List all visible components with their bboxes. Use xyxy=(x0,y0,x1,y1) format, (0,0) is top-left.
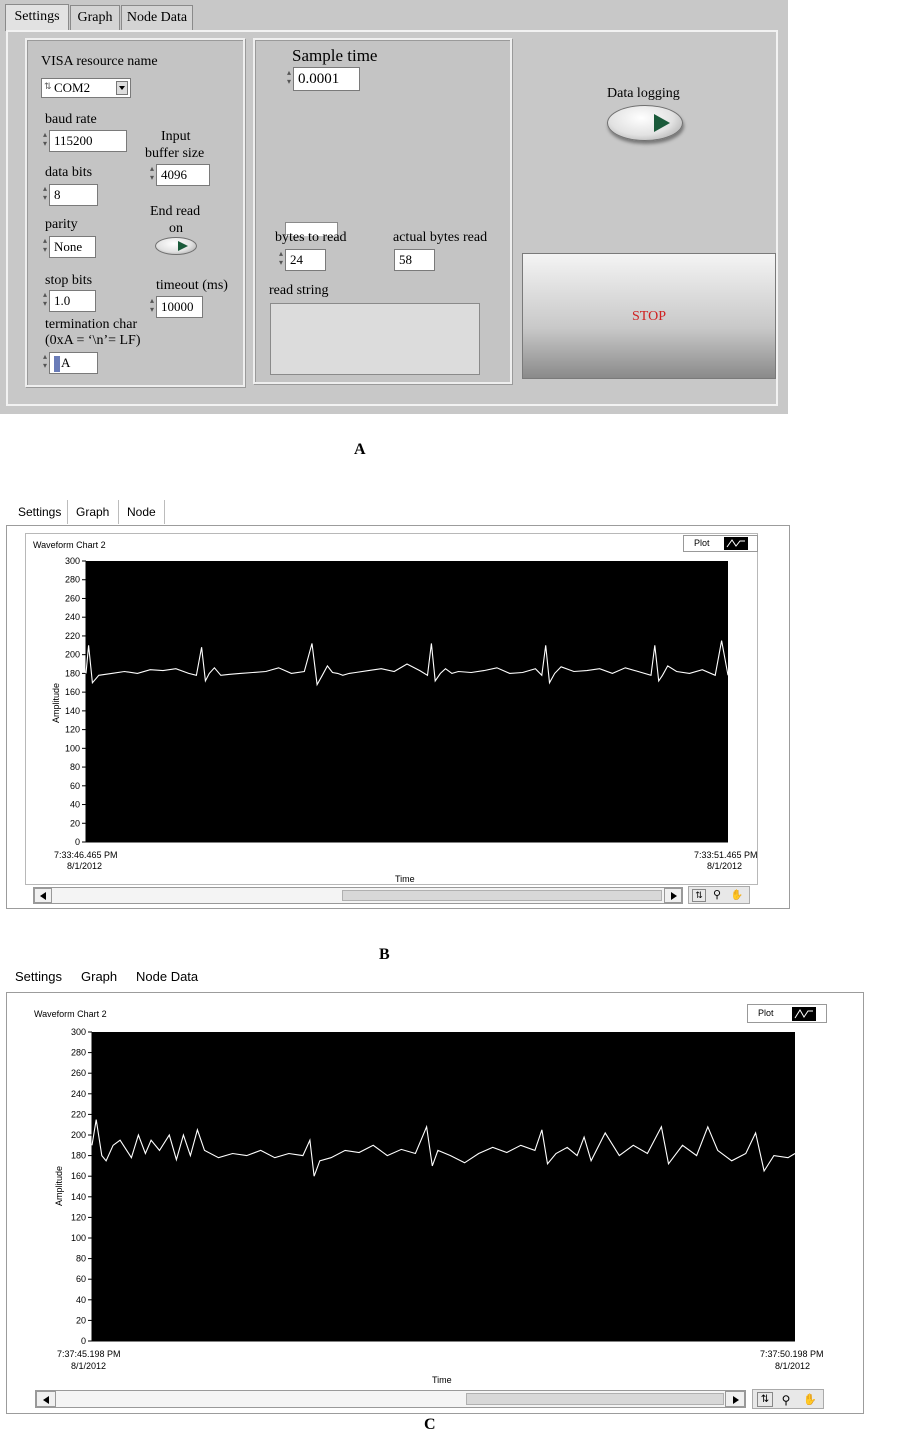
actual-bytes-indicator: 58 xyxy=(394,249,435,271)
legend-label: Plot xyxy=(694,538,710,548)
y-axis-label: Amplitude xyxy=(51,682,61,724)
y-tick-label: 280 xyxy=(64,574,80,585)
timeout-label: timeout (ms) xyxy=(156,278,228,293)
y-tick-label: 260 xyxy=(70,1068,86,1079)
tab-node-data-label: Node Data xyxy=(126,10,188,25)
bytes-to-read-spinner[interactable]: ▴ ▾ xyxy=(278,249,283,267)
y-tick-label: 20 xyxy=(75,1315,86,1326)
read-string-label: read string xyxy=(269,283,329,298)
y-tick-label: 260 xyxy=(64,593,80,604)
y-tick-label: 200 xyxy=(70,1130,86,1140)
stop-button[interactable]: STOP xyxy=(522,253,776,379)
pan-icon[interactable]: ✋ xyxy=(803,1394,817,1406)
graph-palette[interactable] xyxy=(752,1389,824,1409)
y-tick-label: 20 xyxy=(69,818,80,829)
stop-bits-input[interactable]: 1.0 xyxy=(49,290,96,312)
y-tick-label: 180 xyxy=(70,1150,86,1161)
baud-rate-spinner[interactable]: ▴ ▾ xyxy=(42,130,47,148)
termination-spinner[interactable]: ▴ ▾ xyxy=(42,352,47,370)
y-tick-label: 0 xyxy=(80,1336,86,1346)
y-tick-label: 60 xyxy=(69,780,80,791)
x-end-time: 7:33:51.465 PM xyxy=(694,850,758,860)
y-tick-label: 240 xyxy=(64,612,80,623)
x-end-time: 7:37:50.198 PM xyxy=(760,1349,824,1359)
x-start-time: 7:33:46.465 PM xyxy=(54,850,118,860)
y-tick-label: 80 xyxy=(75,1253,86,1264)
scroll-thumb[interactable] xyxy=(342,890,662,901)
parity-input[interactable]: None xyxy=(49,236,96,258)
bytes-to-read-label: bytes to read xyxy=(275,230,347,245)
tab-graph[interactable]: Graph xyxy=(81,969,118,984)
termination-value: A xyxy=(61,355,71,370)
caption-b: B xyxy=(379,946,390,963)
chart-scrollbar[interactable] xyxy=(35,1390,746,1408)
autoscale-icon[interactable]: ⇅ xyxy=(757,1392,773,1407)
y-tick-label: 100 xyxy=(64,743,80,754)
chart-plot-area xyxy=(20,1022,820,1352)
y-tick-label: 280 xyxy=(70,1047,86,1058)
sample-time-label: Sample time xyxy=(292,46,378,65)
tab-settings[interactable] xyxy=(5,4,69,31)
y-tick-label: 120 xyxy=(70,1212,86,1223)
play-icon xyxy=(654,114,670,132)
y-tick-label: 160 xyxy=(64,687,80,698)
chart-title: Waveform Chart 2 xyxy=(33,540,106,550)
dropdown-button[interactable] xyxy=(116,81,128,95)
arrow-right-icon xyxy=(671,892,677,900)
data-bits-spinner[interactable]: ▴ ▾ xyxy=(42,184,47,202)
y-tick-label: 200 xyxy=(64,649,80,660)
data-bits-label: data bits xyxy=(45,165,93,180)
end-read-toggle[interactable] xyxy=(155,237,197,255)
visa-io-icon: ⇅ xyxy=(44,81,52,91)
read-string-indicator xyxy=(270,303,480,375)
tab-node-data[interactable] xyxy=(121,5,193,30)
radix-indicator xyxy=(54,356,60,372)
data-logging-toggle[interactable] xyxy=(607,105,683,141)
end-read-label-line1: End read xyxy=(150,204,201,219)
y-axis-label: Amplitude xyxy=(54,1165,64,1207)
x-axis-label: Time xyxy=(395,874,415,884)
tab-graph[interactable]: Graph xyxy=(67,500,117,524)
timeout-input[interactable]: 10000 xyxy=(156,296,203,318)
tab-node-data[interactable]: Node xyxy=(118,500,165,524)
input-buffer-input[interactable]: 4096 xyxy=(156,164,210,186)
tab-graph-label: Graph xyxy=(77,10,113,25)
chart-scrollbar[interactable] xyxy=(33,887,683,904)
legend-label: Plot xyxy=(758,1008,774,1018)
baud-rate-input[interactable]: 115200 xyxy=(49,130,127,152)
y-tick-label: 100 xyxy=(70,1233,86,1243)
x-start-date: 8/1/2012 xyxy=(67,861,103,871)
settings-panel xyxy=(0,0,788,414)
caption-c: C xyxy=(424,1416,436,1433)
y-tick-label: 160 xyxy=(70,1171,86,1182)
scroll-left-button[interactable] xyxy=(34,888,52,903)
baud-rate-label: baud rate xyxy=(45,112,97,127)
x-axis-label: Time xyxy=(432,1375,452,1385)
termination-label-line1: termination char xyxy=(45,317,138,332)
input-buffer-label-line1: Input xyxy=(161,129,191,144)
plot-background xyxy=(86,561,728,842)
bytes-to-read-input[interactable]: 24 xyxy=(285,249,326,271)
legend-swatch-icon xyxy=(792,1007,816,1021)
y-tick-label: 0 xyxy=(74,837,80,847)
y-tick-label: 300 xyxy=(64,556,80,566)
visa-resource-label: VISA resource name xyxy=(41,54,158,69)
graph-palette[interactable] xyxy=(688,886,750,904)
visa-resource-select[interactable] xyxy=(41,78,131,98)
y-tick-label: 60 xyxy=(75,1274,86,1285)
input-buffer-spinner[interactable]: ▴ ▾ xyxy=(149,164,154,182)
y-tick-label: 180 xyxy=(64,668,80,679)
tab-node-data[interactable]: Node Data xyxy=(136,969,199,984)
tab-settings[interactable]: Settings xyxy=(18,505,62,519)
y-tick-label: 120 xyxy=(64,724,80,735)
scroll-thumb[interactable] xyxy=(466,1393,724,1405)
y-tick-label: 140 xyxy=(64,705,80,716)
end-read-label-line2: on xyxy=(169,221,183,236)
y-tick-label: 220 xyxy=(70,1109,86,1120)
tab-settings-label: Settings xyxy=(14,9,60,24)
x-end-date: 8/1/2012 xyxy=(707,861,743,871)
arrow-left-icon xyxy=(40,892,46,900)
arrow-right-icon xyxy=(733,1396,739,1404)
visa-resource-value: COM2 xyxy=(54,80,91,95)
zoom-icon[interactable]: ⚲ xyxy=(712,889,722,901)
input-buffer-label-line2: buffer size xyxy=(145,146,205,161)
stop-bits-spinner[interactable]: ▴ ▾ xyxy=(42,290,47,308)
plot-background xyxy=(92,1032,795,1341)
data-bits-input[interactable]: 8 xyxy=(49,184,98,206)
timeout-spinner[interactable]: ▴ ▾ xyxy=(149,296,154,314)
y-tick-label: 40 xyxy=(75,1294,86,1305)
stop-bits-label: stop bits xyxy=(45,273,93,288)
sample-time-spinner[interactable]: ▴ ▾ xyxy=(286,68,291,86)
tab-settings[interactable]: Settings xyxy=(15,969,62,984)
chart-title: Waveform Chart 2 xyxy=(34,1009,107,1019)
sample-time-input[interactable]: 0.0001 xyxy=(293,67,360,91)
scroll-right-button[interactable] xyxy=(725,1391,745,1407)
termination-label-line2: (0xA = ‘\n’= LF) xyxy=(45,333,141,348)
parity-label: parity xyxy=(45,217,78,232)
scroll-left-button[interactable] xyxy=(36,1391,56,1407)
x-start-time: 7:37:45.198 PM xyxy=(57,1349,121,1359)
y-tick-label: 240 xyxy=(70,1088,86,1099)
y-tick-label: 220 xyxy=(64,630,80,641)
scroll-right-button[interactable] xyxy=(664,888,682,903)
plot-legend[interactable] xyxy=(747,1004,827,1023)
actual-bytes-label: actual bytes read xyxy=(393,230,488,245)
parity-spinner[interactable]: ▴ ▾ xyxy=(42,236,47,254)
y-tick-label: 80 xyxy=(69,762,80,773)
autoscale-icon[interactable]: ⇅ xyxy=(692,889,706,902)
termination-input[interactable] xyxy=(49,352,98,374)
y-tick-label: 300 xyxy=(70,1027,86,1037)
chevron-down-icon xyxy=(119,86,125,90)
x-end-date: 8/1/2012 xyxy=(775,1361,811,1371)
plot-legend[interactable] xyxy=(683,535,758,552)
play-icon xyxy=(178,241,188,251)
x-start-date: 8/1/2012 xyxy=(71,1361,107,1371)
legend-swatch-icon xyxy=(724,537,748,550)
tab-graph[interactable] xyxy=(70,5,120,30)
y-tick-label: 40 xyxy=(69,799,80,810)
zoom-icon[interactable]: ⚲ xyxy=(781,1393,791,1407)
caption-a: A xyxy=(354,441,366,458)
chart-plot-area xyxy=(20,553,770,888)
pan-icon[interactable]: ✋ xyxy=(730,890,744,901)
arrow-left-icon xyxy=(43,1396,49,1404)
y-tick-label: 140 xyxy=(70,1191,86,1202)
data-logging-label: Data logging xyxy=(607,86,680,101)
